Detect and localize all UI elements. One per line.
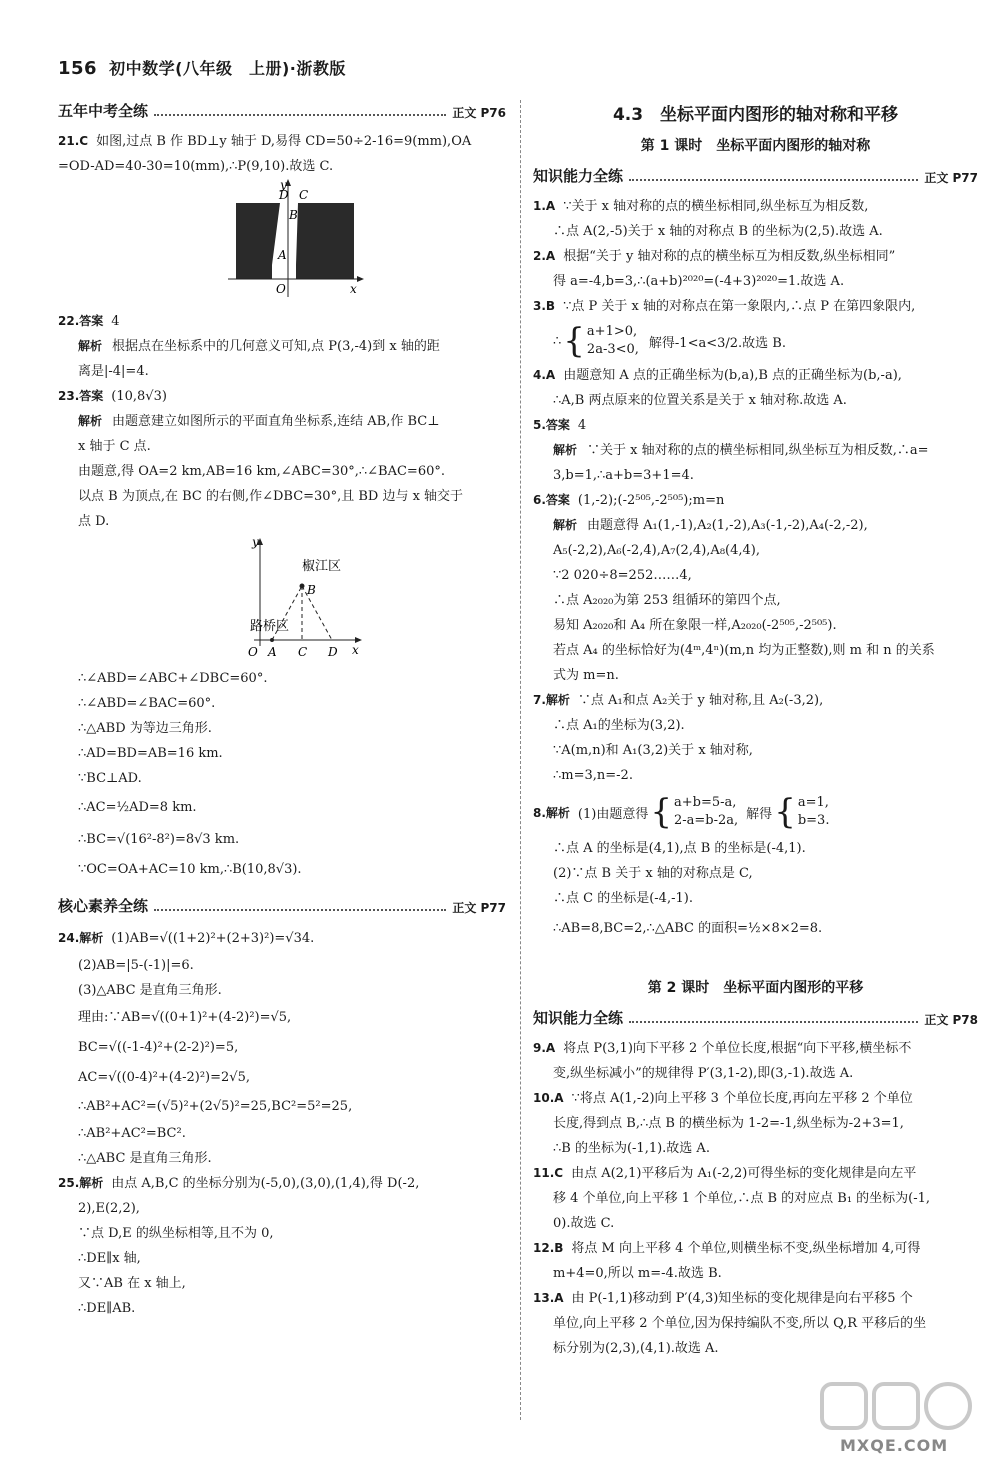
page-number: 156	[58, 58, 98, 79]
label-A: A	[268, 645, 277, 659]
label-luqiao: 路桥区	[250, 619, 290, 634]
label-O: O	[248, 645, 258, 659]
label-A: A	[278, 248, 287, 262]
question-6: 6.答案 (1,-2);(-2⁵⁰⁵,-2⁵⁰⁵);m=n 解析 由题意得 A₁(1,-1),A₂(1,-2),A₃(-1,-2),A₄(-2,-2), A₅(-2,2),A₆(-2,4),A₇(2,4),A₈(4,4), ∵2 020÷8=252……4, ∴点 A₂₀₂₀为第 253 组循环的第四个点, 易知 A₂₀₂₀和 A₄ 所在象限一样,A₂₀₂₀(-2⁵⁰⁵,-2⁵⁰⁵). 若点 A₄ 的坐标恰好为(4ᵐ,4ⁿ)(m,n 均为正整数),则 m 和 n 的关系 式为 m=n.	[533, 493, 935, 683]
question-9: 9.A 将点 P(3,1)向下平移 2 个单位长度,根据“向下平移,横坐标不 变,纵坐标减小”的规律得 P′(3,1-2),即(3,-1).故选 A.	[533, 1041, 912, 1081]
section-header: 核心素养全练 正文 P77	[58, 897, 506, 915]
chapter-title: 4.3 坐标平面内图形的轴对称和平移	[612, 105, 899, 125]
left-column	[58, 100, 506, 1321]
label-B: B	[307, 583, 316, 597]
right-column	[533, 100, 978, 1361]
question-22: 22.答案 4 解析 根据点在坐标系中的几何意义可知,点 P(3,-4)到 x 轴的距 离是|-4|=4.	[58, 314, 440, 379]
question-12: 12.B 将点 M 向上平移 4 个单位,则横坐标不变,纵坐标增加 4,可得 m+4=0,所以 m=-4.故选 B.	[533, 1241, 921, 1281]
label-D: D	[279, 188, 289, 202]
section-header: 知识能力全练 正文 P77	[533, 167, 978, 185]
book-title: 初中数学(八年级 上册)·浙教版	[109, 59, 346, 78]
figure-district-coordinate	[58, 534, 506, 666]
label-D: D	[328, 645, 338, 659]
question-25: 25.解析 由点 A,B,C 的坐标分别为(-5,0),(3,0),(1,4),得 D(-2, 2),E(2,2), ∵点 D,E 的纵坐标相等,且不为 0, ∴DE∥x 轴, 又∵AB 在 x 轴上, ∴DE∥AB.	[58, 1176, 420, 1316]
label-x: x	[352, 643, 359, 657]
section-header: 五年中考全练 正文 P76	[58, 102, 506, 120]
page-header	[58, 56, 346, 79]
figure-trapezoid-coordinate	[58, 179, 506, 309]
label-O: O	[276, 282, 286, 296]
question-23-continued: ∴∠ABD=∠ABC+∠DBC=60°. ∴∠ABD=∠BAC=60°. ∴△ABD 为等边三角形. ∴AD=BD=AB=16 km. ∵BC⊥AD. ∴AC=½AD=8 km. ∴BC=√(16²-8²)=8√3 km. ∵OC=OA+AC=10 km,∴B(10,8√3).	[78, 671, 302, 877]
question-7: 7.解析 ∵点 A₁和点 A₂关于 y 轴对称,且 A₂(-3,2), ∴点 A₁的坐标为(3,2). ∵A(m,n)和 A₁(3,2)关于 x 轴对称, ∴m=3,n=-2.	[533, 693, 824, 783]
label-B: B	[289, 208, 298, 222]
label-y: y	[280, 179, 287, 192]
question-1: 1.A ∵关于 x 轴对称的点的横坐标相同,纵坐标互为相反数, ∴点 A(2,-5)关于 x 轴的对称点 B 的坐标为(2,5).故选 A.	[533, 199, 883, 239]
question-21: 21.C 如图,过点 B 作 BD⊥y 轴于 D,易得 CD=50÷2-16=9(mm),OA =OD-AD=40-30=10(mm),∴P(9,10).故选 C.	[58, 134, 472, 174]
question-13: 13.A 由 P(-1,1)移动到 P′(4,3)知坐标的变化规律是向右平移5 个 单位,向上平移 2 个单位,因为保持编队不变,所以 Q,R 平移后的坐 标分别为(2,3),(4,1).故选 A.	[533, 1291, 927, 1356]
label-x: x	[350, 282, 357, 296]
question-5: 5.答案 4 解析 ∵关于 x 轴对称的点的横坐标相同,纵坐标互为相反数,∴a= 3,b=1,∴a+b=3+1=4.	[533, 418, 929, 483]
column-divider	[520, 100, 521, 1420]
question-8: 8.解析 (1)由题意得 { a+b=5-a, 2-a=b-2a, 解得 { a=1, b=3. ∴点 A 的坐标是(4,1),点 B 的坐标是(-4,1). (2)∵点 B 关于 x 轴的对称点是 C, ∴点 C 的坐标是(-4,-1). ∴AB=8,BC=2,∴△ABC 的面积=½×8×2=8.	[533, 792, 830, 936]
section-header: 知识能力全练 正文 P78	[533, 1009, 978, 1027]
label-jiaojiang: 椒江区	[302, 559, 342, 574]
lesson-title: 第 2 课时 坐标平面内图形的平移	[647, 980, 864, 996]
question-24: 24.解析 (1)AB=√((1+2)²+(2+3)²)=√34. (2)AB=|5-(-1)|=6. (3)△ABC 是直角三角形. 理由:∵AB=√((0+1)²+(4-2)²)=√5, BC=√((-1-4)²+(2-2)²)=5, AC=√((0-4)²+(4-2)²)=2√5, ∴AB²+AC²=(√5)²+(2√5)²=25,BC²=5²=25, ∴AB²+AC²=BC². ∴△ABC 是直角三角形.	[58, 931, 353, 1166]
question-11: 11.C 由点 A(2,1)平移后为 A₁(-2,2)可得坐标的变化规律是向左平 移 4 个单位,向上平移 1 个单位,∴点 B 的对应点 B₁ 的坐标为(-1, 0).故选 C.	[533, 1166, 931, 1231]
label-C: C	[298, 645, 308, 659]
question-3: 3.B ∵点 P 关于 x 轴的对称点在第一象限内,∴点 P 在第四象限内, ∴ { a+1>0, 2a-3<0, 解得-1<a<3/2.故选 B.	[533, 299, 916, 361]
label-C: C	[299, 188, 309, 202]
lesson-title: 第 1 课时 坐标平面内图形的轴对称	[640, 138, 871, 154]
question-2: 2.A 根据“关于 y 轴对称的点的横坐标互为相反数,纵坐标相同” 得 a=-4,b=3,∴(a+b)²⁰²⁰=(-4+3)²⁰²⁰=1.故选 A.	[533, 249, 896, 289]
label-y: y	[252, 535, 259, 549]
watermark-text: MXQE.COM	[840, 1436, 949, 1455]
question-4: 4.A 由题意知 A 点的正确坐标为(b,a),B 点的正确坐标为(b,-a), ∴A,B 两点原来的位置关系是关于 x 轴对称.故选 A.	[533, 368, 902, 408]
question-10: 10.A ∵将点 A(1,-2)向上平移 3 个单位长度,再向左平移 2 个单位 长度,得到点 B,∴点 B 的横坐标为 1-2=-1,纵坐标为-2+3=1, ∴B 的坐标为(-1,1).故选 A.	[533, 1091, 913, 1156]
question-23: 23.答案 (10,8√3) 解析 由题意建立如图所示的平面直角坐标系,连结 AB,作 BC⊥ x 轴于 C 点. 由题意,得 OA=2 km,AB=16 km,∠ABC=30°,∴∠BAC=60°. 以点 B 为顶点,在 BC 的右侧,作∠DBC=30°,且 BD 边与 x 轴交于 点 D.	[58, 389, 464, 529]
